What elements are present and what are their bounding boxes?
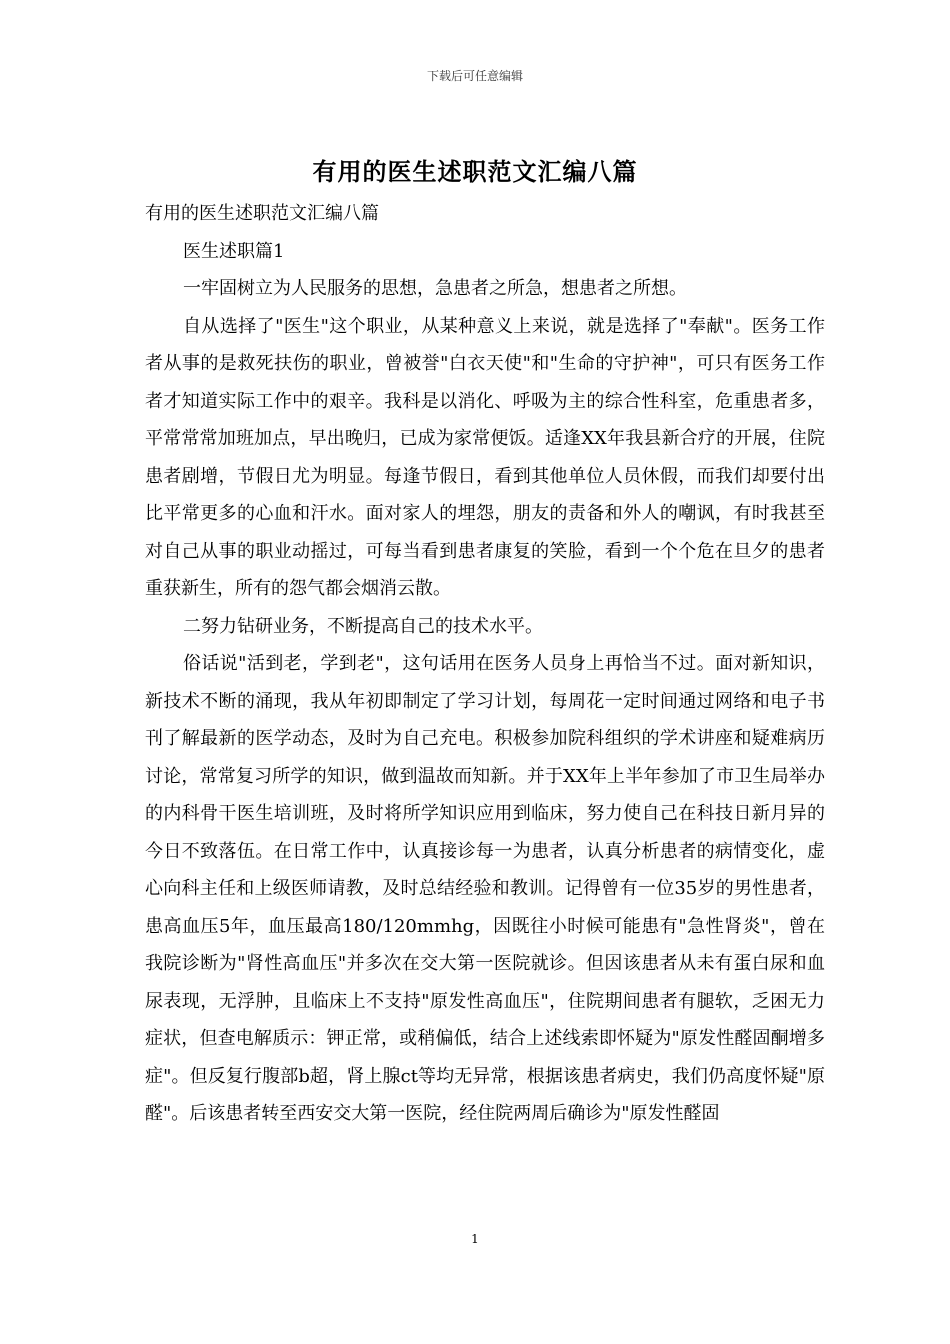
paragraph: 一牢固树立为人民服务的思想，急患者之所急，想患者之所想。	[183, 278, 687, 299]
paragraph-section-heading: 医生述职篇1	[183, 240, 285, 262]
paragraph: 二努力钻研业务，不断提高自己的技术水平。	[183, 615, 543, 637]
paragraph: 俗话说"活到老，学到老"，这句话用在医务人员身上再恰当不过。面对新知识，新技术不断的涌现，我从年初即制定了学习计划，每周花一定时间通过网络和电子书刊了解最新的医学动态，及时为自己充电。积极参加院科组织的学术讲座和疑难病历讨论，常常复习所学的知识，做到温故而知新。并于XX年上半年参加了市卫生局举办的内科骨干医生培训班，及时将所学知识应用到临床，努力使自己在科技日新月异的今日不致落伍。在日常工作中，认真接诊每一为患者，认真分析患者的病情变化，虚心向科主任和上级医师请教，及时总结经验和教训。记得曾有一位35岁的男性患者，患高血压5年，血压最高180/120mmhg，因既往小时候可能患有"急性肾炎"，曾在我院诊断为"肾性高血压"并多次在交大第一医院就诊。但因该患者从未有蛋白尿和血尿表现，无浮肿，且临床上不支持"原发性高血压"，住院期间患者有腿软，乏困无力症状，但查电解质示：钾正常，或稍偏低，结合上述线索即怀疑为"原发性醛固酮增多症"。但反复行腹部b超，肾上腺ct等均无异常，根据该患者病史，我们仍高度怀疑"原醛"。后该患者转至西安交大第一医院，经住院两周后确诊为"原发性醛固	[145, 653, 825, 1124]
header-note: 下载后可任意编辑	[426, 69, 523, 83]
paragraph: 自从选择了"医生"这个职业，从某种意义上来说，就是选择了"奉献"。医务工作者从事的是救死扶伤的职业，曾被誉"白衣天使"和"生命的守护神"，可只有医务工作者才知道实际工作中的艰辛。我科是以消化、呼吸为主的综合性科室，危重患者多，平常常常加班加点，早出晚归，已成为家常便饭。适逢XX年我县新合疗的开展，住院患者剧增，节假日尤为明显。每逢节假日，看到其他单位人员休假，而我们却要付出比平常更多的心血和汗水。面对家人的埋怨，朋友的责备和外人的嘲讽，有时我甚至对自己从事的职业动摇过，可每当看到患者康复的笑脸，看到一个个危在旦夕的患者重获新生，所有的怨气都会烟消云散。	[145, 315, 825, 599]
paragraph-subtitle: 有用的医生述职范文汇编八篇	[145, 203, 379, 224]
document-title: 有用的医生述职范文汇编八篇	[312, 158, 638, 186]
document-body	[145, 195, 825, 1133]
page-number: 1	[471, 1232, 479, 1246]
